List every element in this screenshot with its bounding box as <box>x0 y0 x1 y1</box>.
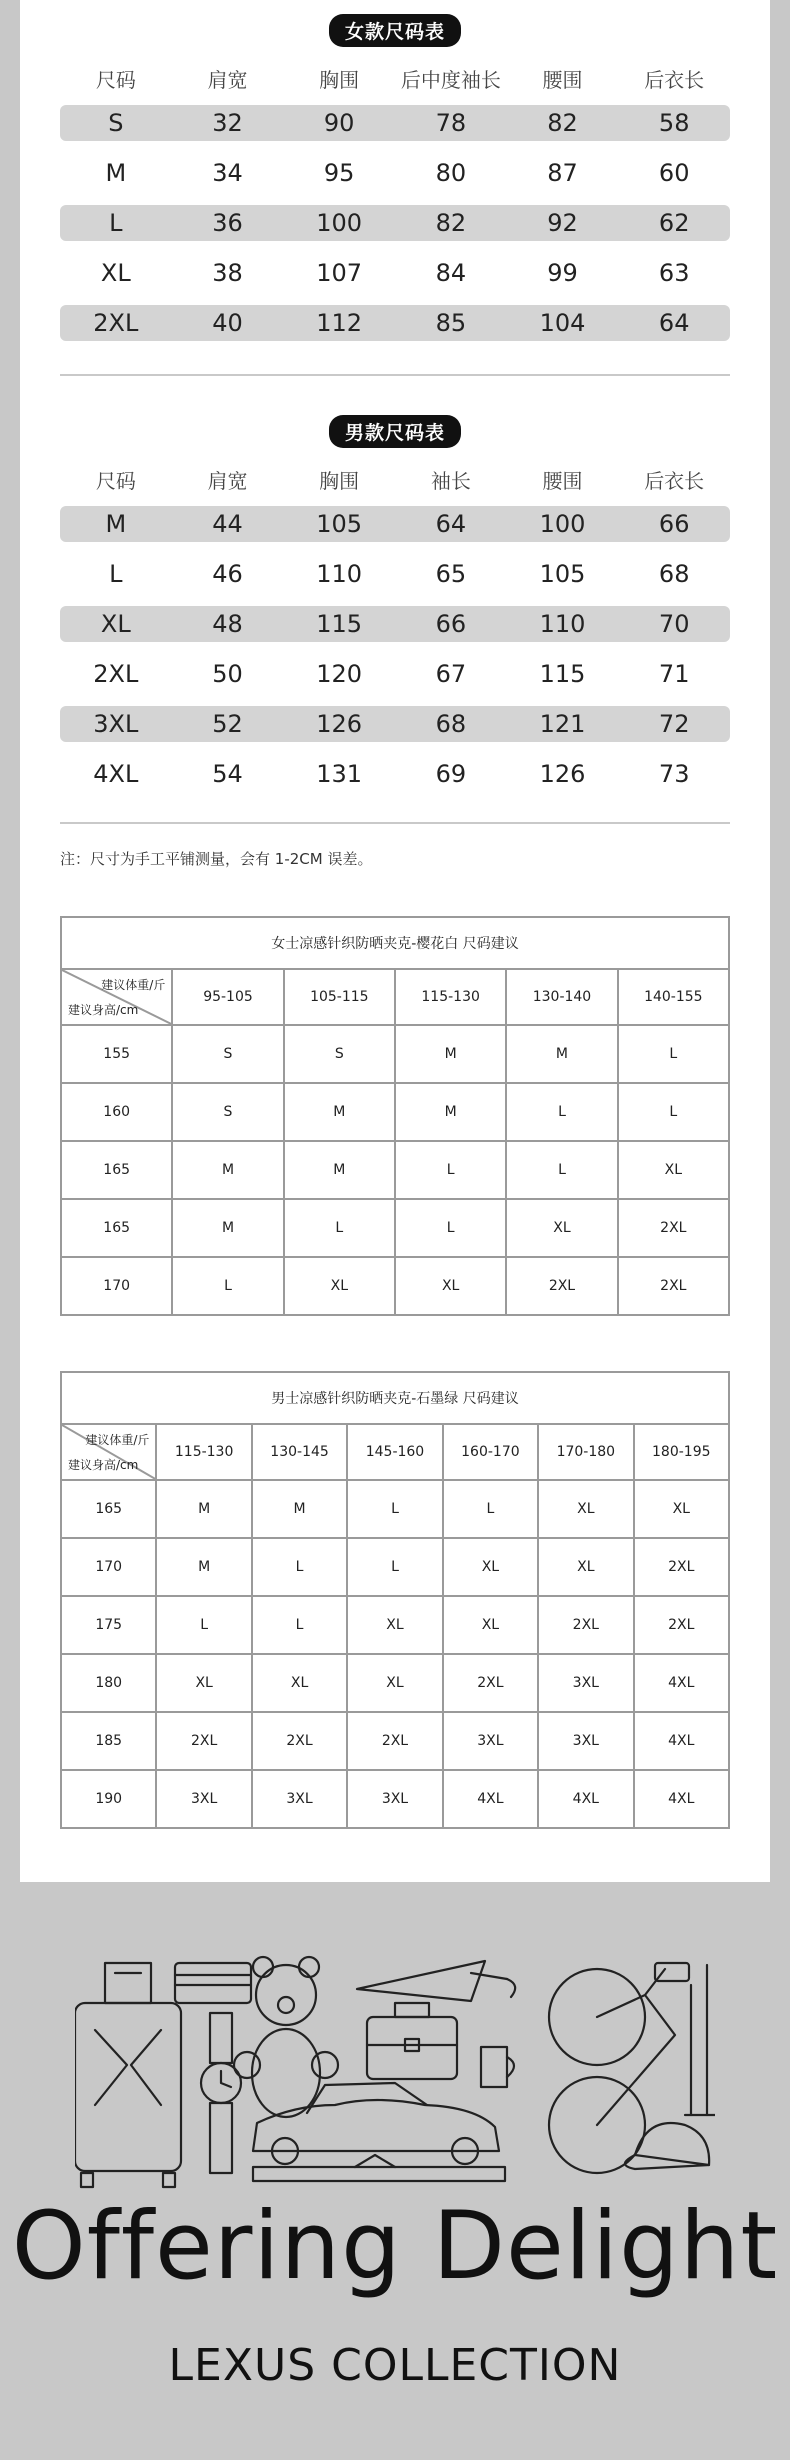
measurement-cell: 105 <box>539 560 586 588</box>
weight-axis-label: 建议体重/斤 <box>101 978 166 992</box>
measurement-cell: 64 <box>435 510 467 538</box>
measurement-cell: 121 <box>539 710 586 738</box>
measurement-cell: 82 <box>435 209 467 237</box>
measurement-cell: 105 <box>316 510 363 538</box>
measurement-cell: 34 <box>212 159 243 187</box>
recommended-size-cell: 2XL <box>634 1596 729 1654</box>
recommended-size-cell: 2XL <box>252 1712 347 1770</box>
column-header: 胸围 <box>319 468 360 493</box>
table-row <box>60 649 730 699</box>
measurement-cell: 69 <box>435 760 467 788</box>
men-size-table <box>60 459 730 799</box>
height-axis-label: 建议身高/cm <box>68 1458 139 1472</box>
recommended-size-cell: L <box>252 1538 347 1596</box>
recommended-size-cell: S <box>172 1025 283 1083</box>
weight-range-header: 130-140 <box>506 969 617 1025</box>
size-label: M <box>105 159 127 187</box>
umbrella-icon <box>357 1961 515 2001</box>
recommendation-row <box>61 1596 729 1654</box>
weight-range-header: 170-180 <box>538 1424 633 1480</box>
measurement-cell: 32 <box>212 109 243 137</box>
section-divider <box>60 822 730 824</box>
recommended-size-cell: 3XL <box>538 1712 633 1770</box>
recommended-size-cell: 2XL <box>347 1712 442 1770</box>
suitcase-icon <box>75 1963 181 2187</box>
height-cell: 170 <box>61 1257 172 1315</box>
recommendation-row <box>61 1712 729 1770</box>
measurement-cell: 112 <box>316 309 363 337</box>
measurement-cell: 62 <box>658 209 690 237</box>
table-row <box>60 248 730 298</box>
size-label: 2XL <box>93 309 139 337</box>
recommended-size-cell: M <box>172 1199 283 1257</box>
weight-axis-label: 建议体重/斤 <box>85 1433 150 1447</box>
recommended-size-cell: 4XL <box>634 1654 729 1712</box>
height-cell: 170 <box>61 1538 156 1596</box>
size-label: 4XL <box>93 760 139 788</box>
weight-range-header: 115-130 <box>156 1424 251 1480</box>
measurement-cell: 100 <box>539 510 586 538</box>
measurement-cell: 66 <box>435 610 467 638</box>
recommended-size-cell: 4XL <box>634 1712 729 1770</box>
measurement-cell: 80 <box>435 159 467 187</box>
cap-icon <box>625 2123 709 2169</box>
mug-icon <box>481 2047 514 2087</box>
recommended-size-cell: L <box>284 1199 395 1257</box>
measurement-cell: 78 <box>435 109 467 137</box>
recommended-size-cell: M <box>284 1141 395 1199</box>
golf-club-icon <box>685 1965 715 2115</box>
weight-range-header: 145-160 <box>347 1424 442 1480</box>
measurement-cell: 126 <box>316 710 363 738</box>
column-header: 肩宽 <box>207 468 248 493</box>
size-label: XL <box>100 259 131 287</box>
brand-name: LEXUS COLLECTION <box>168 2340 622 2391</box>
recommended-size-cell: M <box>156 1480 251 1538</box>
measurement-cell: 73 <box>658 760 690 788</box>
weight-range-header: 160-170 <box>443 1424 538 1480</box>
measurement-cell: 90 <box>323 109 355 137</box>
measurement-cell: 71 <box>658 660 690 688</box>
recommended-size-cell: M <box>395 1083 506 1141</box>
recommended-size-cell: 3XL <box>443 1712 538 1770</box>
size-label: 3XL <box>93 710 139 738</box>
recommendation-row <box>61 1480 729 1538</box>
teddy-bear-icon <box>234 1957 338 2117</box>
table-row <box>60 205 730 241</box>
recommended-size-cell: M <box>172 1141 283 1199</box>
weight-range-header: 105-115 <box>284 969 395 1025</box>
measurement-cell: 60 <box>658 159 690 187</box>
recommended-size-cell: 2XL <box>538 1596 633 1654</box>
recommended-size-cell: 3XL <box>538 1654 633 1712</box>
recommended-size-cell: XL <box>538 1538 633 1596</box>
table-row <box>60 305 730 341</box>
height-axis-label: 建议身高/cm <box>68 1003 139 1017</box>
height-cell: 165 <box>61 1199 172 1257</box>
recommended-size-cell: 4XL <box>634 1770 729 1828</box>
measurement-cell: 95 <box>323 159 355 187</box>
card-icon <box>175 1963 251 2003</box>
measurement-cell: 87 <box>547 159 578 187</box>
table-row <box>60 606 730 642</box>
height-cell: 190 <box>61 1770 156 1828</box>
column-header: 肩宽 <box>207 67 248 92</box>
measurement-cell: 100 <box>316 209 363 237</box>
recommended-size-cell: XL <box>284 1257 395 1315</box>
measurement-cell: 67 <box>435 660 467 688</box>
recommendation-title: 女士凉感针织防晒夹克-樱花白 尺码建议 <box>61 917 729 969</box>
size-label: L <box>109 209 123 237</box>
recommended-size-cell: L <box>443 1480 538 1538</box>
measurement-cell: 63 <box>658 259 690 287</box>
women-size-recommendation-table <box>60 916 730 1316</box>
recommended-size-cell: M <box>284 1083 395 1141</box>
recommended-size-cell: XL <box>506 1199 617 1257</box>
recommended-size-cell: 2XL <box>443 1654 538 1712</box>
recommended-size-cell: L <box>395 1199 506 1257</box>
measurement-cell: 82 <box>547 109 578 137</box>
recommended-size-cell: L <box>252 1596 347 1654</box>
measurement-cell: 99 <box>547 259 578 287</box>
women-chart-title: 女款尺码表 <box>329 14 461 47</box>
weight-range-header: 140-155 <box>618 969 729 1025</box>
measurement-note: 注：尺寸为手工平铺测量，会有 1-2CM 误差。 <box>60 850 373 868</box>
column-header: 尺码 <box>95 468 136 493</box>
measurement-cell: 115 <box>316 610 363 638</box>
measurement-cell: 44 <box>212 510 243 538</box>
measurement-cell: 40 <box>212 309 243 337</box>
title-row <box>61 1372 729 1424</box>
measurement-cell: 85 <box>435 309 467 337</box>
recommended-size-cell: 2XL <box>618 1199 729 1257</box>
measurement-cell: 38 <box>212 259 243 287</box>
title-row <box>61 917 729 969</box>
recommended-size-cell: 2XL <box>634 1538 729 1596</box>
car-icon <box>253 2083 505 2181</box>
recommended-size-cell: L <box>618 1083 729 1141</box>
women-size-table <box>60 58 730 348</box>
recommended-size-cell: XL <box>443 1538 538 1596</box>
recommended-size-cell: 2XL <box>156 1712 251 1770</box>
recommended-size-cell: L <box>506 1083 617 1141</box>
men-size-recommendation-table <box>60 1371 730 1829</box>
size-label: XL <box>100 610 131 638</box>
measurement-cell: 36 <box>212 209 243 237</box>
measurement-cell: 131 <box>316 760 363 788</box>
column-header: 腰围 <box>542 67 583 92</box>
recommendation-row <box>61 1257 729 1315</box>
recommended-size-cell: XL <box>156 1654 251 1712</box>
recommended-size-cell: 2XL <box>618 1257 729 1315</box>
recommended-size-cell: L <box>172 1257 283 1315</box>
recommended-size-cell: S <box>284 1025 395 1083</box>
recommendation-row <box>61 1654 729 1712</box>
size-label: 2XL <box>93 660 139 688</box>
column-header: 腰围 <box>542 468 583 493</box>
measurement-cell: 66 <box>658 510 690 538</box>
height-cell: 160 <box>61 1083 172 1141</box>
briefcase-icon <box>367 2003 457 2079</box>
measurement-cell: 68 <box>435 710 467 738</box>
recommendation-row <box>61 1199 729 1257</box>
height-cell: 180 <box>61 1654 156 1712</box>
recommendation-row <box>61 1025 729 1083</box>
bicycle-icon <box>549 1963 689 2173</box>
measurement-cell: 126 <box>539 760 586 788</box>
recommendation-row <box>61 1083 729 1141</box>
column-header: 后衣长 <box>644 468 705 493</box>
height-cell: 175 <box>61 1596 156 1654</box>
recommended-size-cell: 3XL <box>156 1770 251 1828</box>
measurement-cell: 72 <box>658 710 690 738</box>
recommended-size-cell: L <box>618 1025 729 1083</box>
measurement-cell: 84 <box>435 259 467 287</box>
column-header: 袖长 <box>430 468 471 493</box>
recommendation-row <box>61 1538 729 1596</box>
table-header-row <box>60 58 730 98</box>
recommended-size-cell: XL <box>347 1596 442 1654</box>
table-row <box>60 506 730 542</box>
measurement-cell: 65 <box>435 560 467 588</box>
recommended-size-cell: L <box>156 1596 251 1654</box>
recommended-size-cell: 3XL <box>252 1770 347 1828</box>
corner-header-cell <box>61 1424 156 1480</box>
recommended-size-cell: XL <box>252 1654 347 1712</box>
recommended-size-cell: L <box>395 1141 506 1199</box>
column-header: 胸围 <box>319 67 360 92</box>
measurement-cell: 54 <box>212 760 243 788</box>
measurement-cell: 64 <box>658 309 690 337</box>
table-header-row <box>60 459 730 499</box>
recommended-size-cell: L <box>347 1480 442 1538</box>
recommended-size-cell: XL <box>634 1480 729 1538</box>
height-cell: 165 <box>61 1480 156 1538</box>
recommended-size-cell: L <box>506 1141 617 1199</box>
measurement-cell: 50 <box>212 660 243 688</box>
height-cell: 165 <box>61 1141 172 1199</box>
height-cell: 185 <box>61 1712 156 1770</box>
recommendation-row <box>61 1770 729 1828</box>
table-row <box>60 549 730 599</box>
recommended-size-cell: 3XL <box>347 1770 442 1828</box>
measurement-cell: 110 <box>316 560 363 588</box>
table-row <box>60 706 730 742</box>
recommended-size-cell: M <box>506 1025 617 1083</box>
table-row <box>60 148 730 198</box>
weight-range-header: 130-145 <box>252 1424 347 1480</box>
recommended-size-cell: 2XL <box>506 1257 617 1315</box>
size-label: M <box>105 510 127 538</box>
measurement-cell: 104 <box>539 309 586 337</box>
weight-range-header: 180-195 <box>634 1424 729 1480</box>
recommended-size-cell: M <box>252 1480 347 1538</box>
measurement-cell: 70 <box>658 610 690 638</box>
weight-range-header: 95-105 <box>172 969 283 1025</box>
measurement-cell: 110 <box>539 610 586 638</box>
section-divider <box>60 374 730 376</box>
measurement-cell: 120 <box>316 660 363 688</box>
recommended-size-cell: M <box>395 1025 506 1083</box>
measurement-cell: 115 <box>539 660 586 688</box>
men-chart-title: 男款尺码表 <box>329 415 461 448</box>
recommended-size-cell: 4XL <box>443 1770 538 1828</box>
size-label: S <box>108 109 124 137</box>
recommended-size-cell: 4XL <box>538 1770 633 1828</box>
recommended-size-cell: XL <box>538 1480 633 1538</box>
tagline: Offering Delight <box>11 2192 779 2301</box>
recommended-size-cell: S <box>172 1083 283 1141</box>
table-row <box>60 749 730 799</box>
measurement-cell: 92 <box>547 209 578 237</box>
lifestyle-icons-illustration <box>75 1955 715 2195</box>
corner-header-cell <box>61 969 172 1025</box>
column-header: 尺码 <box>95 67 136 92</box>
measurement-cell: 68 <box>658 560 690 588</box>
size-guide-card <box>20 0 770 1882</box>
recommended-size-cell: XL <box>347 1654 442 1712</box>
size-label: L <box>109 560 123 588</box>
height-cell: 155 <box>61 1025 172 1083</box>
recommended-size-cell: L <box>347 1538 442 1596</box>
recommended-size-cell: XL <box>443 1596 538 1654</box>
recommended-size-cell: XL <box>395 1257 506 1315</box>
weight-header-row <box>61 1424 729 1480</box>
column-header: 后中度袖长 <box>400 67 501 92</box>
weight-range-header: 115-130 <box>395 969 506 1025</box>
weight-header-row <box>61 969 729 1025</box>
table-row <box>60 105 730 141</box>
measurement-cell: 52 <box>212 710 243 738</box>
measurement-cell: 107 <box>316 259 363 287</box>
recommended-size-cell: M <box>156 1538 251 1596</box>
recommended-size-cell: XL <box>618 1141 729 1199</box>
column-header: 后衣长 <box>644 67 705 92</box>
measurement-cell: 46 <box>212 560 243 588</box>
measurement-cell: 48 <box>212 610 243 638</box>
recommendation-title: 男士凉感针织防晒夹克-石墨绿 尺码建议 <box>61 1372 729 1424</box>
recommendation-row <box>61 1141 729 1199</box>
watch-icon <box>201 2013 241 2173</box>
measurement-cell: 58 <box>658 109 690 137</box>
